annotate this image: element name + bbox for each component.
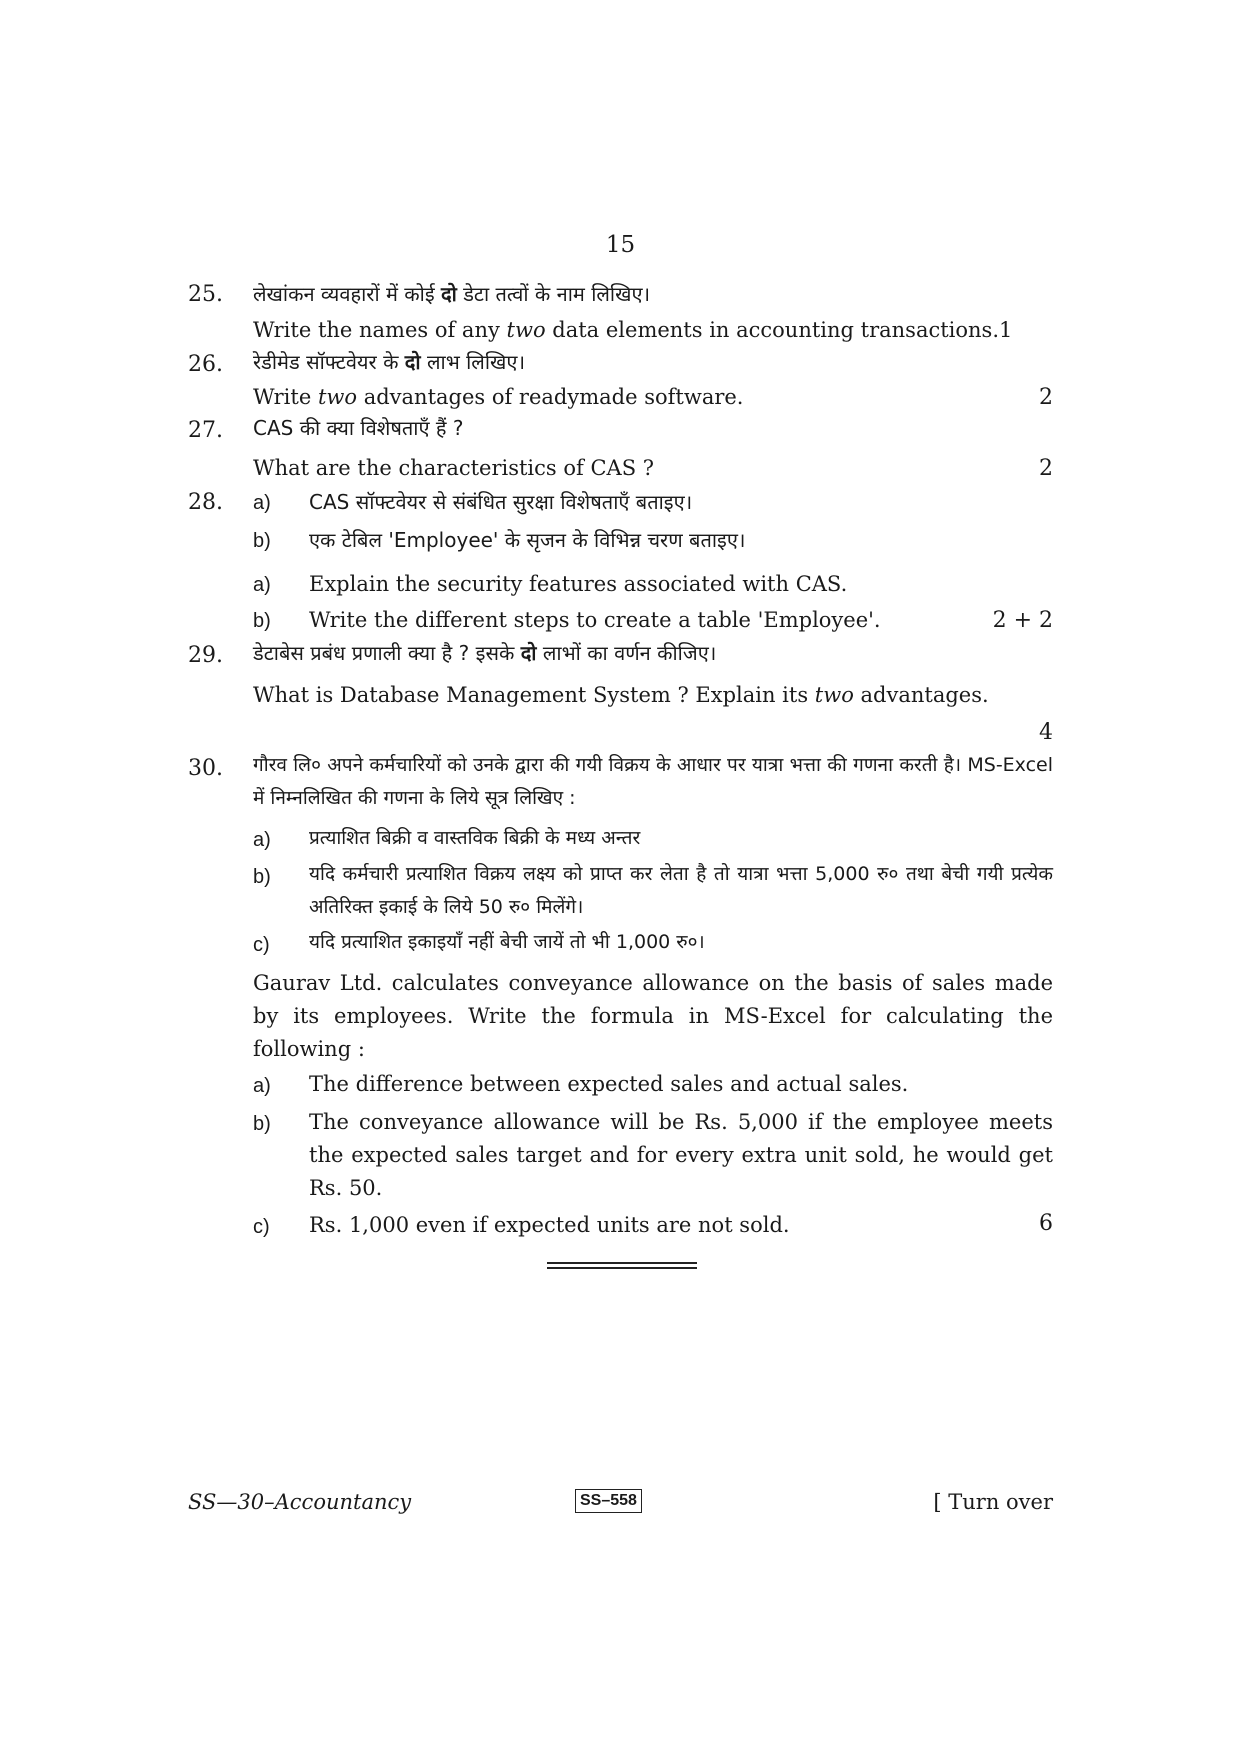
- q25-english: Write the names of any two data elements in accounting transactions.1: [253, 318, 1013, 342]
- q30-english-b: The conveyance allowance will be Rs. 5,000 if the employee meets the expected sales target and for every extra unit sold, he would get Rs. 50.: [309, 1110, 1053, 1200]
- q30-hindi-a: प्रत्याशित बिक्री व वास्तविक बिक्री के मध्य अन्तर: [309, 827, 641, 849]
- q28-english-a: Explain the security features associated with CAS.: [309, 572, 848, 596]
- q28-english-b: Write the different steps to create a table 'Employee'.: [309, 608, 881, 632]
- q30-english-intro: Gaurav Ltd. calculates conveyance allowance on the basis of sales made by its employees. Write the formula in MS-Excel for calculating the following :: [253, 971, 1053, 1061]
- q30-english-a-label: a): [253, 1075, 271, 1097]
- q28-hindi-b: एक टेबिल 'Employee' के सृजन के विभिन्न चरण बताइए।: [309, 528, 746, 552]
- q25-hindi: लेखांकन व्यवहारों में कोई दो डेटा तत्वों के नाम लिखिए।: [253, 282, 651, 306]
- q29-english: What is Database Management System ? Explain its two advantages.: [253, 683, 989, 707]
- q28-hindi-a: CAS सॉफ्टवेयर से संबंधित सुरक्षा विशेषताएँ बताइए।: [309, 490, 693, 514]
- q29-hindi: डेटाबेस प्रबंध प्रणाली क्या है ? इसके दो लाभों का वर्णन कीजिए।: [253, 641, 717, 665]
- q30-english-c-label: c): [253, 1216, 270, 1238]
- q30-english-b-label: b): [253, 1113, 271, 1135]
- q28-number: 28.: [188, 490, 223, 515]
- q25-number: 25.: [188, 282, 223, 307]
- q30-hindi-b: यदि कर्मचारी प्रत्याशित विक्रय लक्ष्य को प्राप्त कर लेता है तो यात्रा भत्ता 5,000 रु० तथा बेची गयी प्रत्येक अतिरिक्त इकाई के लिये 50 रु० मिलेंगे।: [309, 863, 1053, 918]
- q30-english-c: Rs. 1,000 even if expected units are not sold.: [309, 1213, 790, 1237]
- q26-marks: 2: [1039, 385, 1053, 410]
- q30-marks: 6: [1039, 1211, 1053, 1236]
- q29-marks: 4: [1039, 720, 1053, 745]
- end-rule-top: [547, 1262, 697, 1264]
- q30-hindi-c: यदि प्रत्याशित इकाइयाँ नहीं बेची जायें तो भी 1,000 रु०।: [309, 931, 705, 953]
- q27-marks: 2: [1039, 456, 1053, 481]
- q27-hindi: CAS की क्या विशेषताएँ हैं ?: [253, 416, 464, 440]
- q28-hindi-a-label: a): [253, 492, 271, 514]
- q26-hindi: रेडीमेड सॉफ्टवेयर के दो लाभ लिखिए।: [253, 350, 526, 374]
- q30-english-a: The difference between expected sales and actual sales.: [309, 1072, 909, 1096]
- q26-number: 26.: [188, 352, 223, 377]
- q27-number: 27.: [188, 418, 223, 443]
- end-rule-bottom: [547, 1267, 697, 1269]
- footer-subject: SS—30–Accountancy: [188, 1490, 412, 1514]
- q30-hindi-intro: गौरव लि० अपने कर्मचारियों को उनके द्वारा की गयी विक्रय के आधार पर यात्रा भत्ता की गणना करती है। MS-Excel में निम्नलिखित की गणना के लिये सूत्र लिखिए :: [253, 754, 1053, 809]
- footer-turn-over: [ Turn over: [933, 1490, 1053, 1514]
- footer-code: SS–558: [575, 1489, 642, 1513]
- page-number: 15: [605, 232, 636, 258]
- q30-hindi-c-label: c): [253, 934, 270, 956]
- q30-number: 30.: [188, 756, 223, 781]
- q30-hindi-b-label: b): [253, 866, 271, 888]
- q26-english: Write two advantages of readymade software.: [253, 385, 744, 409]
- q28-english-a-label: a): [253, 574, 271, 596]
- q28-english-b-label: b): [253, 610, 271, 632]
- q28-hindi-b-label: b): [253, 530, 271, 552]
- q27-english: What are the characteristics of CAS ?: [253, 456, 655, 480]
- q29-number: 29.: [188, 643, 223, 668]
- q28-marks: 2 + 2: [992, 608, 1053, 633]
- q30-hindi-a-label: a): [253, 829, 271, 851]
